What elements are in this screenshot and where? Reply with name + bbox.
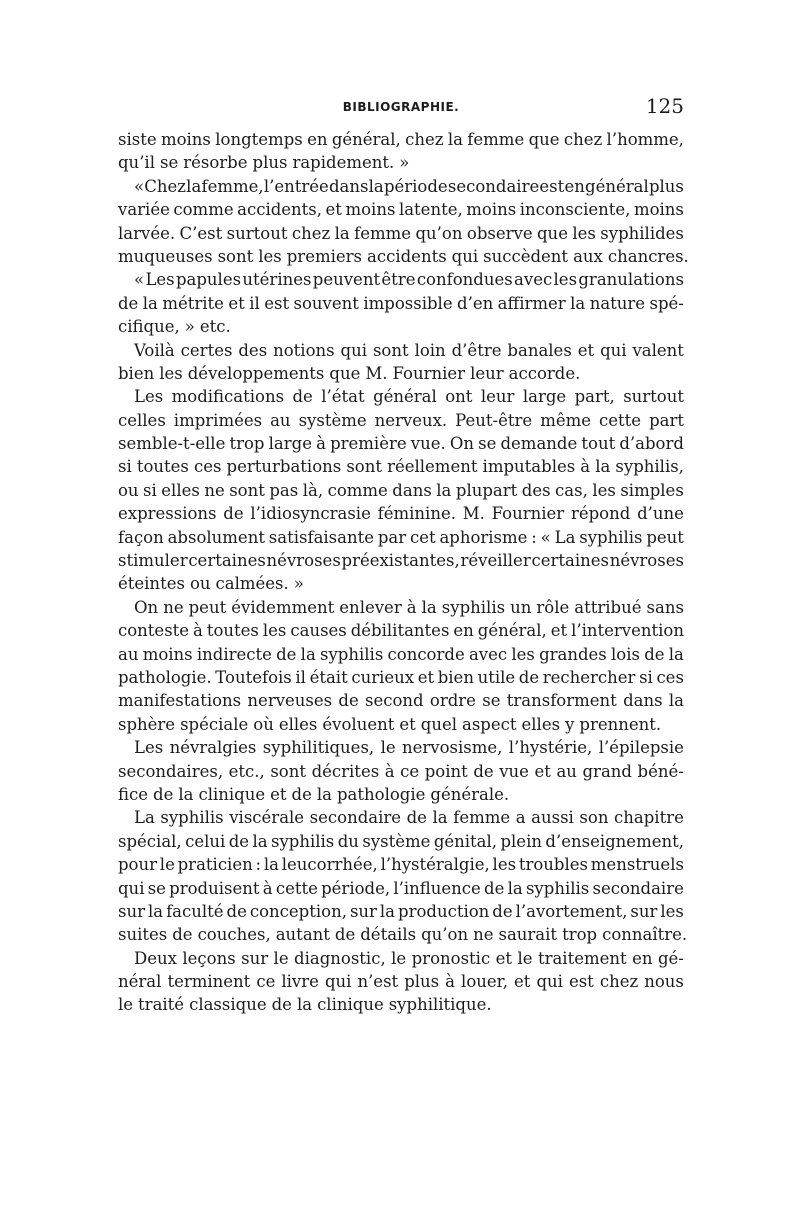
- text-line: le traité classique de la clinique syphilitique.: [118, 995, 492, 1015]
- text-line: stimuler certaines névroses préexistantes, réveiller certaines névroses: [118, 551, 684, 571]
- text-line: sur la faculté de conception, sur la production de l’avortement, sur les: [118, 901, 684, 921]
- paragraph: [118, 128, 684, 175]
- paragraph: [118, 947, 684, 1017]
- text-line: La syphilis viscérale secondaire de la femme a aussi son chapitre: [134, 808, 684, 828]
- text-line: Voilà certes des notions qui sont loin d’être banales et qui valent: [134, 340, 684, 360]
- text-line: au moins indirecte de la syphilis concorde avec les grandes lois de la: [118, 644, 684, 664]
- text-line: de la métrite et il est souvent impossible d’en affirmer la nature spé-: [118, 293, 684, 313]
- text-line: On ne peut évidemment enlever à la syphilis un rôle attribué sans: [134, 597, 684, 617]
- paragraph: [118, 385, 684, 596]
- paragraph: [118, 339, 684, 386]
- text-line: éteintes ou calmées. »: [118, 574, 304, 594]
- text-line: manifestations nerveuses de second ordre se transforment dans la: [118, 691, 684, 711]
- text-line: sphère spéciale où elles évoluent et quel aspect elles y prennent.: [118, 714, 662, 734]
- text-line: qu’il se résorbe plus rapidement. »: [118, 153, 410, 173]
- text-line: variée comme accidents, et moins latente, moins inconsciente, moins: [118, 200, 684, 220]
- text-line: spécial, celui de la syphilis du système génital, plein d’enseignement,: [118, 831, 684, 851]
- page-header: [118, 94, 684, 126]
- paragraph: [118, 175, 689, 269]
- text-line: néral terminent ce livre qui n’est plus à louer, et qui est chez nous: [118, 972, 684, 992]
- text-line: cifique, » etc.: [118, 317, 231, 337]
- text-line: si toutes ces perturbations sont réellement imputables à la syphilis,: [118, 457, 684, 477]
- text-line: « Les papules utérines peuvent être confondues avec les granulations: [134, 270, 684, 290]
- text-line: pathologie. Toutefois il était curieux et bien utile de rechercher si ces: [118, 667, 684, 687]
- text-line: façon absolument satisfaisante par cet aphorisme : « La syphilis peut: [118, 527, 684, 547]
- text-line: secondaires, etc., sont décrites à ce point de vue et au grand béné-: [118, 761, 684, 781]
- text-line: conteste à toutes les causes débilitantes en général, et l’intervention: [118, 621, 684, 641]
- text-line: qui se produisent à cette période, l’influence de la syphilis secondaire: [118, 878, 684, 898]
- paragraph: [118, 736, 684, 806]
- text-line: fice de la clinique et de la pathologie générale.: [118, 784, 510, 804]
- paragraph: [118, 268, 684, 338]
- page-number: 125: [645, 94, 684, 118]
- body-text: [118, 128, 689, 1017]
- paragraph: [118, 806, 688, 946]
- text-line: siste moins longtemps en général, chez la femme que chez l’homme,: [118, 130, 684, 149]
- text-line: Les modifications de l’état général ont leur large part, surtout: [134, 387, 684, 407]
- text-line: expressions de l’idiosyncrasie féminine. M. Fournier répond d’une: [118, 504, 684, 524]
- text-line: pour le praticien : la leucorrhée, l’hystéralgie, les troubles menstruels: [118, 855, 684, 875]
- text-line: ou si elles ne sont pas là, comme dans la plupart des cas, les simples: [118, 480, 684, 500]
- text-line: semble-t-elle trop large à première vue. On se demande tout d’abord: [118, 434, 684, 454]
- text-line: Les névralgies syphilitiques, le nervosisme, l’hystérie, l’épilepsie: [134, 738, 684, 758]
- text-line: bien les développements que M. Fournier leur accorde.: [118, 363, 581, 383]
- running-head: BIBLIOGRAPHIE.: [342, 100, 460, 114]
- text-line: « Chez la femme, l’entrée dans la période secondaire est en général plus: [134, 176, 684, 196]
- text-line: Deux leçons sur le diagnostic, le pronostic et le traitement en gé-: [134, 948, 684, 968]
- text-line: muqueuses sont les premiers accidents qui succèdent aux chancres.: [118, 246, 689, 266]
- text-line: suites de couches, autant de détails qu’on ne saurait trop connaître.: [118, 925, 688, 945]
- text-line: celles imprimées au système nerveux. Peut-être même cette part: [118, 410, 684, 430]
- text-line: larvée. C’est surtout chez la femme qu’on observe que les syphilides: [118, 223, 684, 243]
- paragraph: [118, 596, 684, 736]
